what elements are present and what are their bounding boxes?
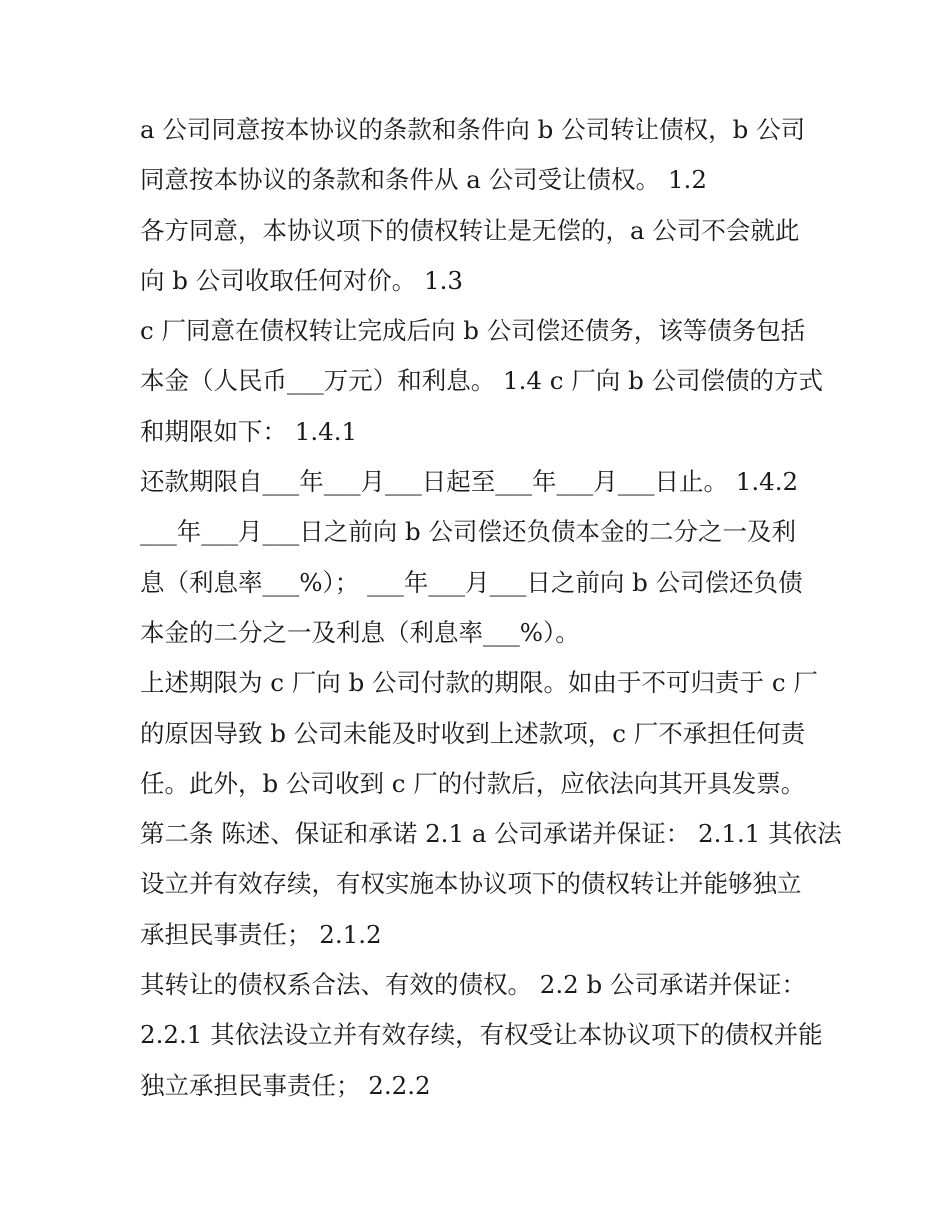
text-line: 的原因导致 b 公司未能及时收到上述款项，c 厂不承担任何责 xyxy=(140,718,806,748)
text-line: 和期限如下： 1.4.1 xyxy=(140,416,358,446)
text-line: 2.2.1 其依法设立并有效存续，有权受让本协议项下的债权并能 xyxy=(140,1020,823,1050)
text-line: 上述期限为 c 厂向 b 公司付款的期限。如由于不可归责于 c 厂 xyxy=(140,668,818,698)
text-line: 同意按本协议的条款和条件从 a 公司受让债权。 1.2 xyxy=(140,165,707,195)
text-line: 其转让的债权系合法、有效的债权。 2.2 b 公司承诺并保证： xyxy=(140,970,807,1000)
text-line: ___年___月___日之前向 b 公司偿还负债本金的二分之一及利 xyxy=(140,517,797,547)
text-line: 各方同意，本协议项下的债权转让是无偿的，a 公司不会就此 xyxy=(140,215,800,245)
text-line: a 公司同意按本协议的条款和条件向 b 公司转让债权，b 公司 xyxy=(140,115,806,144)
text-line: 设立并有效存续，有权实施本协议项下的债权转让并能够独立 xyxy=(140,869,802,899)
document-body xyxy=(140,105,842,1111)
text-line: 本金（人民币___万元）和利息。 1.4 c 厂向 b 公司偿债的方式 xyxy=(140,366,824,396)
text-line: 承担民事责任； 2.1.2 xyxy=(140,919,382,949)
text-line: 任。此外，b 公司收到 c 厂的付款后，应依法向其开具发票。 xyxy=(140,768,806,798)
text-line: c 厂同意在债权转让完成后向 b 公司偿还债务，该等债务包括 xyxy=(140,316,806,346)
text-line: 向 b 公司收取任何对价。 1.3 xyxy=(140,265,464,295)
text-line: 息（利息率___%）； ___年___月___日之前向 b 公司偿还负债 xyxy=(140,567,803,597)
text-line: 还款期限自___年___月___日起至___年___月___日止。 1.4.2 xyxy=(140,467,799,497)
text-line: 第二条 陈述、保证和承诺 2.1 a 公司承诺并保证： 2.1.1 其依法 xyxy=(140,819,842,849)
text-line: 独立承担民事责任； 2.2.2 xyxy=(140,1070,431,1100)
text-line: 本金的二分之一及利息（利息率___%）。 xyxy=(140,617,580,647)
